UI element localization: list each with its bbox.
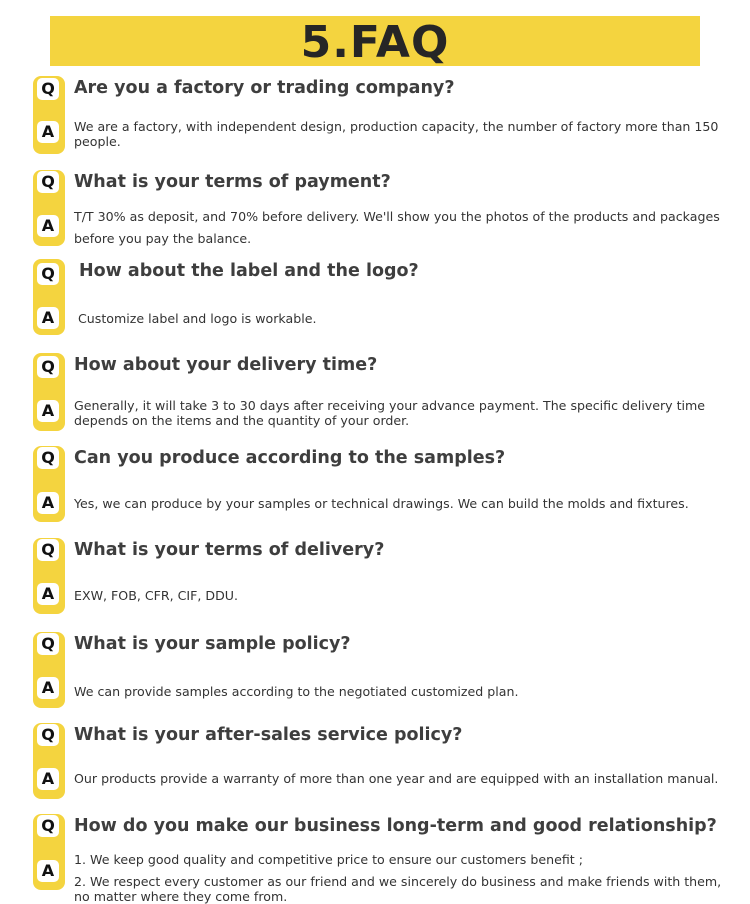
answer-badge: A <box>37 215 59 237</box>
answer-text <box>78 311 728 326</box>
answer-line: Yes, we can produce by your samples or technical drawings. We can build the molds and fixtures. <box>74 496 689 511</box>
question-badge: Q <box>37 633 59 655</box>
question-text: What is your terms of payment? <box>74 172 391 192</box>
answer-badge: A <box>37 768 59 790</box>
question-text: What is your sample policy? <box>74 634 351 654</box>
question-text: How about the label and the logo? <box>79 261 419 281</box>
answer-line: Our products provide a warranty of more than one year and are equipped with an installation manual. <box>74 771 719 786</box>
answer-badge: A <box>37 583 59 605</box>
answer-text <box>74 684 724 699</box>
answer-text <box>74 588 724 603</box>
question-badge: Q <box>37 171 59 193</box>
question-text: Are you a factory or trading company? <box>74 78 455 98</box>
question-text: Can you produce according to the samples? <box>74 448 506 468</box>
answer-line: Customize label and logo is workable. <box>78 311 317 326</box>
answer-line: We are a factory, with independent design, production capacity, the number of factory more than 150 people. <box>74 119 719 149</box>
question-badge: Q <box>37 263 59 285</box>
answer-text <box>74 398 724 428</box>
page-title: 5.FAQ <box>300 17 450 68</box>
question-badge: Q <box>37 724 59 746</box>
answer-text <box>74 496 724 511</box>
answer-text <box>74 771 724 786</box>
question-badge: Q <box>37 539 59 561</box>
answer-text <box>74 119 724 149</box>
answer-line: EXW, FOB, CFR, CIF, DDU. <box>74 588 239 603</box>
answer-badge: A <box>37 860 59 882</box>
answer-badge: A <box>37 677 59 699</box>
answer-line: 1. We keep good quality and competitive price to ensure our customers benefit ; <box>74 852 583 867</box>
answer-badge: A <box>37 307 59 329</box>
question-text: What is your terms of delivery? <box>74 540 385 560</box>
question-badge: Q <box>37 356 59 378</box>
answer-text <box>74 206 724 250</box>
answer-text <box>74 852 724 904</box>
question-text: How do you make our business long-term and good relationship? <box>74 816 717 836</box>
answer-line: 2. We respect every customer as our friend and we sincerely do business and make friends with them, no matter where they come from. <box>74 874 722 904</box>
question-badge: Q <box>37 815 59 837</box>
answer-line: Generally, it will take 3 to 30 days after receiving your advance payment. The specific delivery time depends on the items and the quantity of your order. <box>74 398 706 428</box>
question-badge: Q <box>37 447 59 469</box>
faq-header-banner <box>50 16 700 66</box>
question-text: How about your delivery time? <box>74 355 378 375</box>
answer-badge: A <box>37 121 59 143</box>
answer-line: T/T 30% as deposit, and 70% before delivery. We'll show you the photos of the products and packages before you pay the balance. <box>74 209 720 246</box>
answer-badge: A <box>37 400 59 422</box>
question-badge: Q <box>37 78 59 100</box>
answer-badge: A <box>37 492 59 514</box>
question-text: What is your after-sales service policy? <box>74 725 463 745</box>
answer-line: We can provide samples according to the negotiated customized plan. <box>74 684 519 699</box>
